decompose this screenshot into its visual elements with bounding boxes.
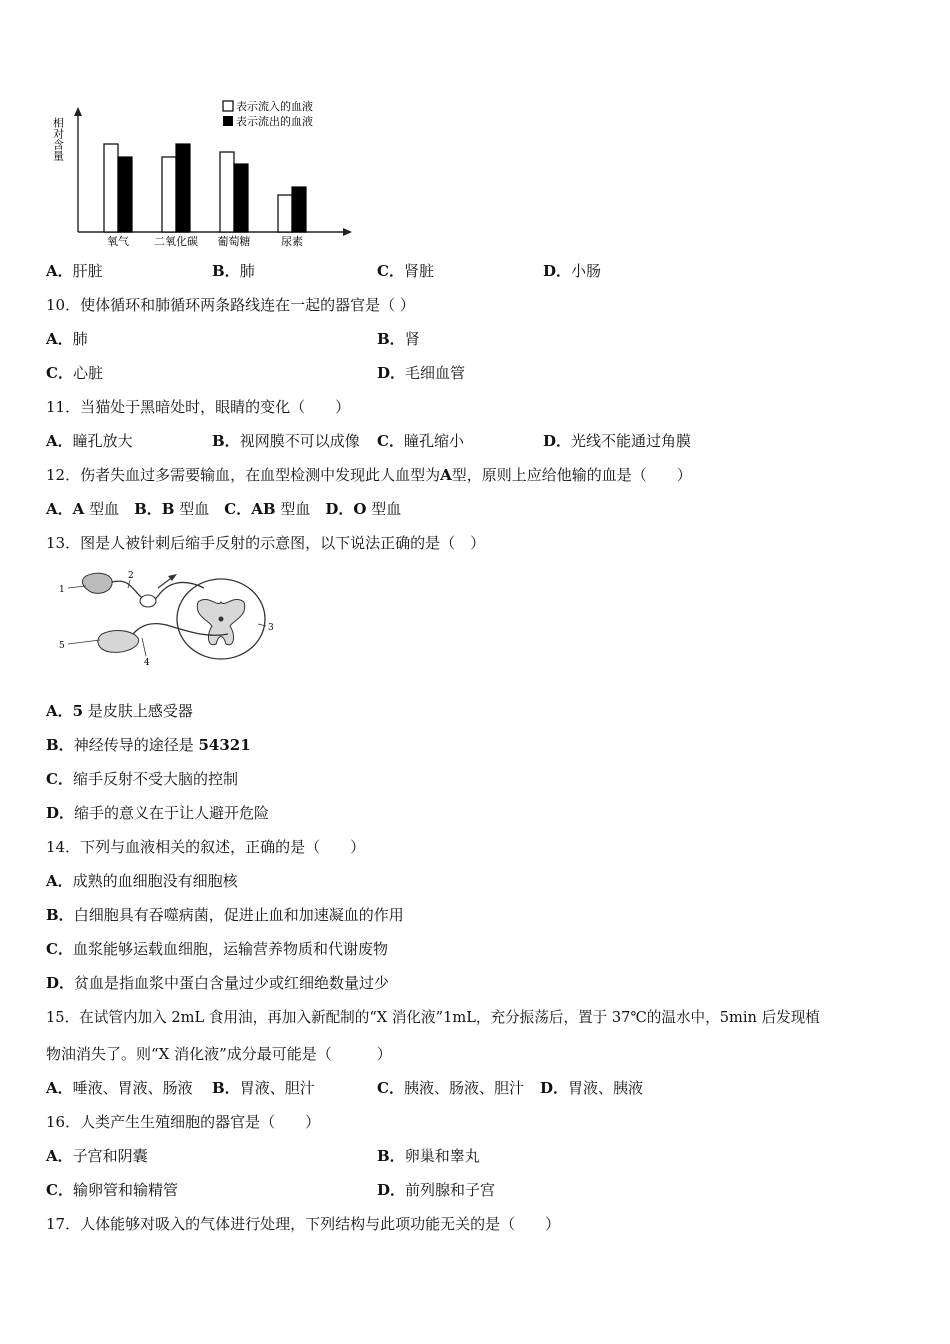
q11-stem: 11．当猫处于黑暗处时，眼睛的变化（ ） xyxy=(46,398,351,416)
q14-option-b[interactable]: B．白细胞具有吞噬病菌，促进止血和加速凝血的作用 xyxy=(46,906,404,924)
grey-matter xyxy=(197,599,244,644)
chart-legend xyxy=(223,99,313,128)
bar-outflow-3 xyxy=(292,187,306,232)
q10-option-c[interactable]: C．心脏 xyxy=(46,364,103,382)
q12-option-c[interactable]: C．AB 型血 xyxy=(224,500,311,518)
q12-options xyxy=(46,499,401,519)
bar-outflow-1 xyxy=(176,144,190,232)
label-5: 5 xyxy=(59,641,65,651)
q15-option-b[interactable]: B．胃液、胆汁 xyxy=(212,1079,315,1097)
x-tick-label-3: 尿素 xyxy=(281,235,303,248)
label-1: 1 xyxy=(59,585,65,595)
q9-option-c[interactable]: C．肾脏 xyxy=(377,262,434,280)
legend-label-inflow: 表示流入的血液 xyxy=(236,100,313,113)
bar-inflow-0 xyxy=(104,144,118,232)
label-3: 3 xyxy=(268,623,274,633)
effector-muscle xyxy=(98,631,139,653)
q11-option-d[interactable]: D．光线不能通过角膜 xyxy=(543,432,692,450)
q13-option-a[interactable]: A．5 是皮肤上感受器 xyxy=(46,702,193,720)
bar-outflow-0 xyxy=(118,157,132,232)
q11-option-c[interactable]: C．瞳孔缩小 xyxy=(377,432,464,450)
q16-option-a[interactable]: A．子宫和阴囊 xyxy=(46,1147,148,1165)
x-axis-arrow xyxy=(343,228,352,236)
x-tick-label-0: 氧气 xyxy=(107,235,129,248)
q13-option-c[interactable]: C．缩手反射不受大脑的控制 xyxy=(46,770,238,788)
q10-option-d[interactable]: D．毛细血管 xyxy=(377,364,466,382)
q10-stem: 10．使体循环和肺循环两条路线连在一起的器官是（ ） xyxy=(46,296,415,314)
q11-option-b[interactable]: B．视网膜不可以成像 xyxy=(212,432,360,450)
q13-stem: 13．图是人被针刺后缩手反射的示意图，以下说法正确的是（ ） xyxy=(46,534,486,552)
x-tick-label-2: 葡萄糖 xyxy=(217,235,251,248)
q9-option-b[interactable]: B．肺 xyxy=(212,262,255,280)
legend-swatch-outflow xyxy=(223,116,233,126)
q14-option-c[interactable]: C．血浆能够运载血细胞，运输营养物质和代谢废物 xyxy=(46,940,388,958)
q15-option-d[interactable]: D．胃液、胰液 xyxy=(540,1079,644,1097)
legend-swatch-inflow xyxy=(223,101,233,111)
label-line-5 xyxy=(68,640,100,644)
bar-inflow-3 xyxy=(278,195,292,232)
q15-option-c[interactable]: C．胰液、肠液、胆汁 xyxy=(377,1079,524,1097)
q15-stem-line2: 物油消失了。则“X 消化液”成分最可能是（ ） xyxy=(46,1045,392,1063)
q14-stem: 14．下列与血液相关的叙述，正确的是（ ） xyxy=(46,838,366,856)
y-axis-arrow xyxy=(74,107,82,116)
q15-stem-line1: 15．在试管内加入 2mL 食用油，再加入新配制的“X 消化液”1mL，充分振荡后，置于 37℃的温水中，5min 后发现植 xyxy=(46,1009,820,1026)
legend-label-outflow: 表示流出的血液 xyxy=(236,115,313,128)
q12-option-d[interactable]: D．O 型血 xyxy=(325,500,402,518)
y-axis-label: 相对含量 xyxy=(51,117,65,161)
q15-option-a[interactable]: A．唾液、胃液、肠液 xyxy=(46,1079,193,1097)
bar-inflow-2 xyxy=(220,152,234,232)
q14-option-a[interactable]: A．成熟的血细胞没有细胞核 xyxy=(46,872,238,890)
central-canal xyxy=(219,617,224,622)
q12-option-b[interactable]: B．B 型血 xyxy=(134,500,210,518)
q14-option-d[interactable]: D．贫血是指血浆中蛋白含量过少或红细绝数量过少 xyxy=(46,974,390,992)
q12-stem: 12．伤者失血过多需要输血，在血型检测中发现此人血型为A型，原则上应给他输的血是（ ） xyxy=(46,466,692,484)
bar-outflow-2 xyxy=(234,164,248,232)
q9-option-a[interactable]: A．肝脏 xyxy=(46,262,103,280)
q13-option-b[interactable]: B．神经传导的途径是 54321 xyxy=(46,736,251,754)
ganglion xyxy=(140,595,156,607)
label-2: 2 xyxy=(128,571,134,581)
reflex-arc-diagram xyxy=(58,568,280,670)
q11-option-a[interactable]: A．瞳孔放大 xyxy=(46,432,133,450)
label-line-1 xyxy=(68,586,86,588)
label-4: 4 xyxy=(144,658,150,668)
q16-option-d[interactable]: D．前列腺和子宫 xyxy=(377,1181,496,1199)
q13-option-d[interactable]: D．缩手的意义在于让人避开危险 xyxy=(46,804,270,822)
q10-option-b[interactable]: B．肾 xyxy=(377,330,420,348)
q10-option-a[interactable]: A．肺 xyxy=(46,330,88,348)
bar-inflow-1 xyxy=(162,157,176,232)
q16-option-c[interactable]: C．输卵管和输精管 xyxy=(46,1181,178,1199)
receptor-tip xyxy=(82,573,112,593)
q12-option-a[interactable]: A．A 型血 xyxy=(46,500,120,518)
q17-stem: 17．人体能够对吸入的气体进行处理，下列结构与此项功能无关的是（ ） xyxy=(46,1215,561,1233)
q9-option-d[interactable]: D．小肠 xyxy=(543,262,602,280)
q16-option-b[interactable]: B．卵巢和睾丸 xyxy=(377,1147,480,1165)
x-tick-label-1: 二氧化碳 xyxy=(154,235,198,248)
label-line-4 xyxy=(142,638,146,656)
blood-content-bar-chart xyxy=(44,95,364,250)
q16-stem: 16．人类产生生殖细胞的器官是（ ） xyxy=(46,1113,321,1131)
